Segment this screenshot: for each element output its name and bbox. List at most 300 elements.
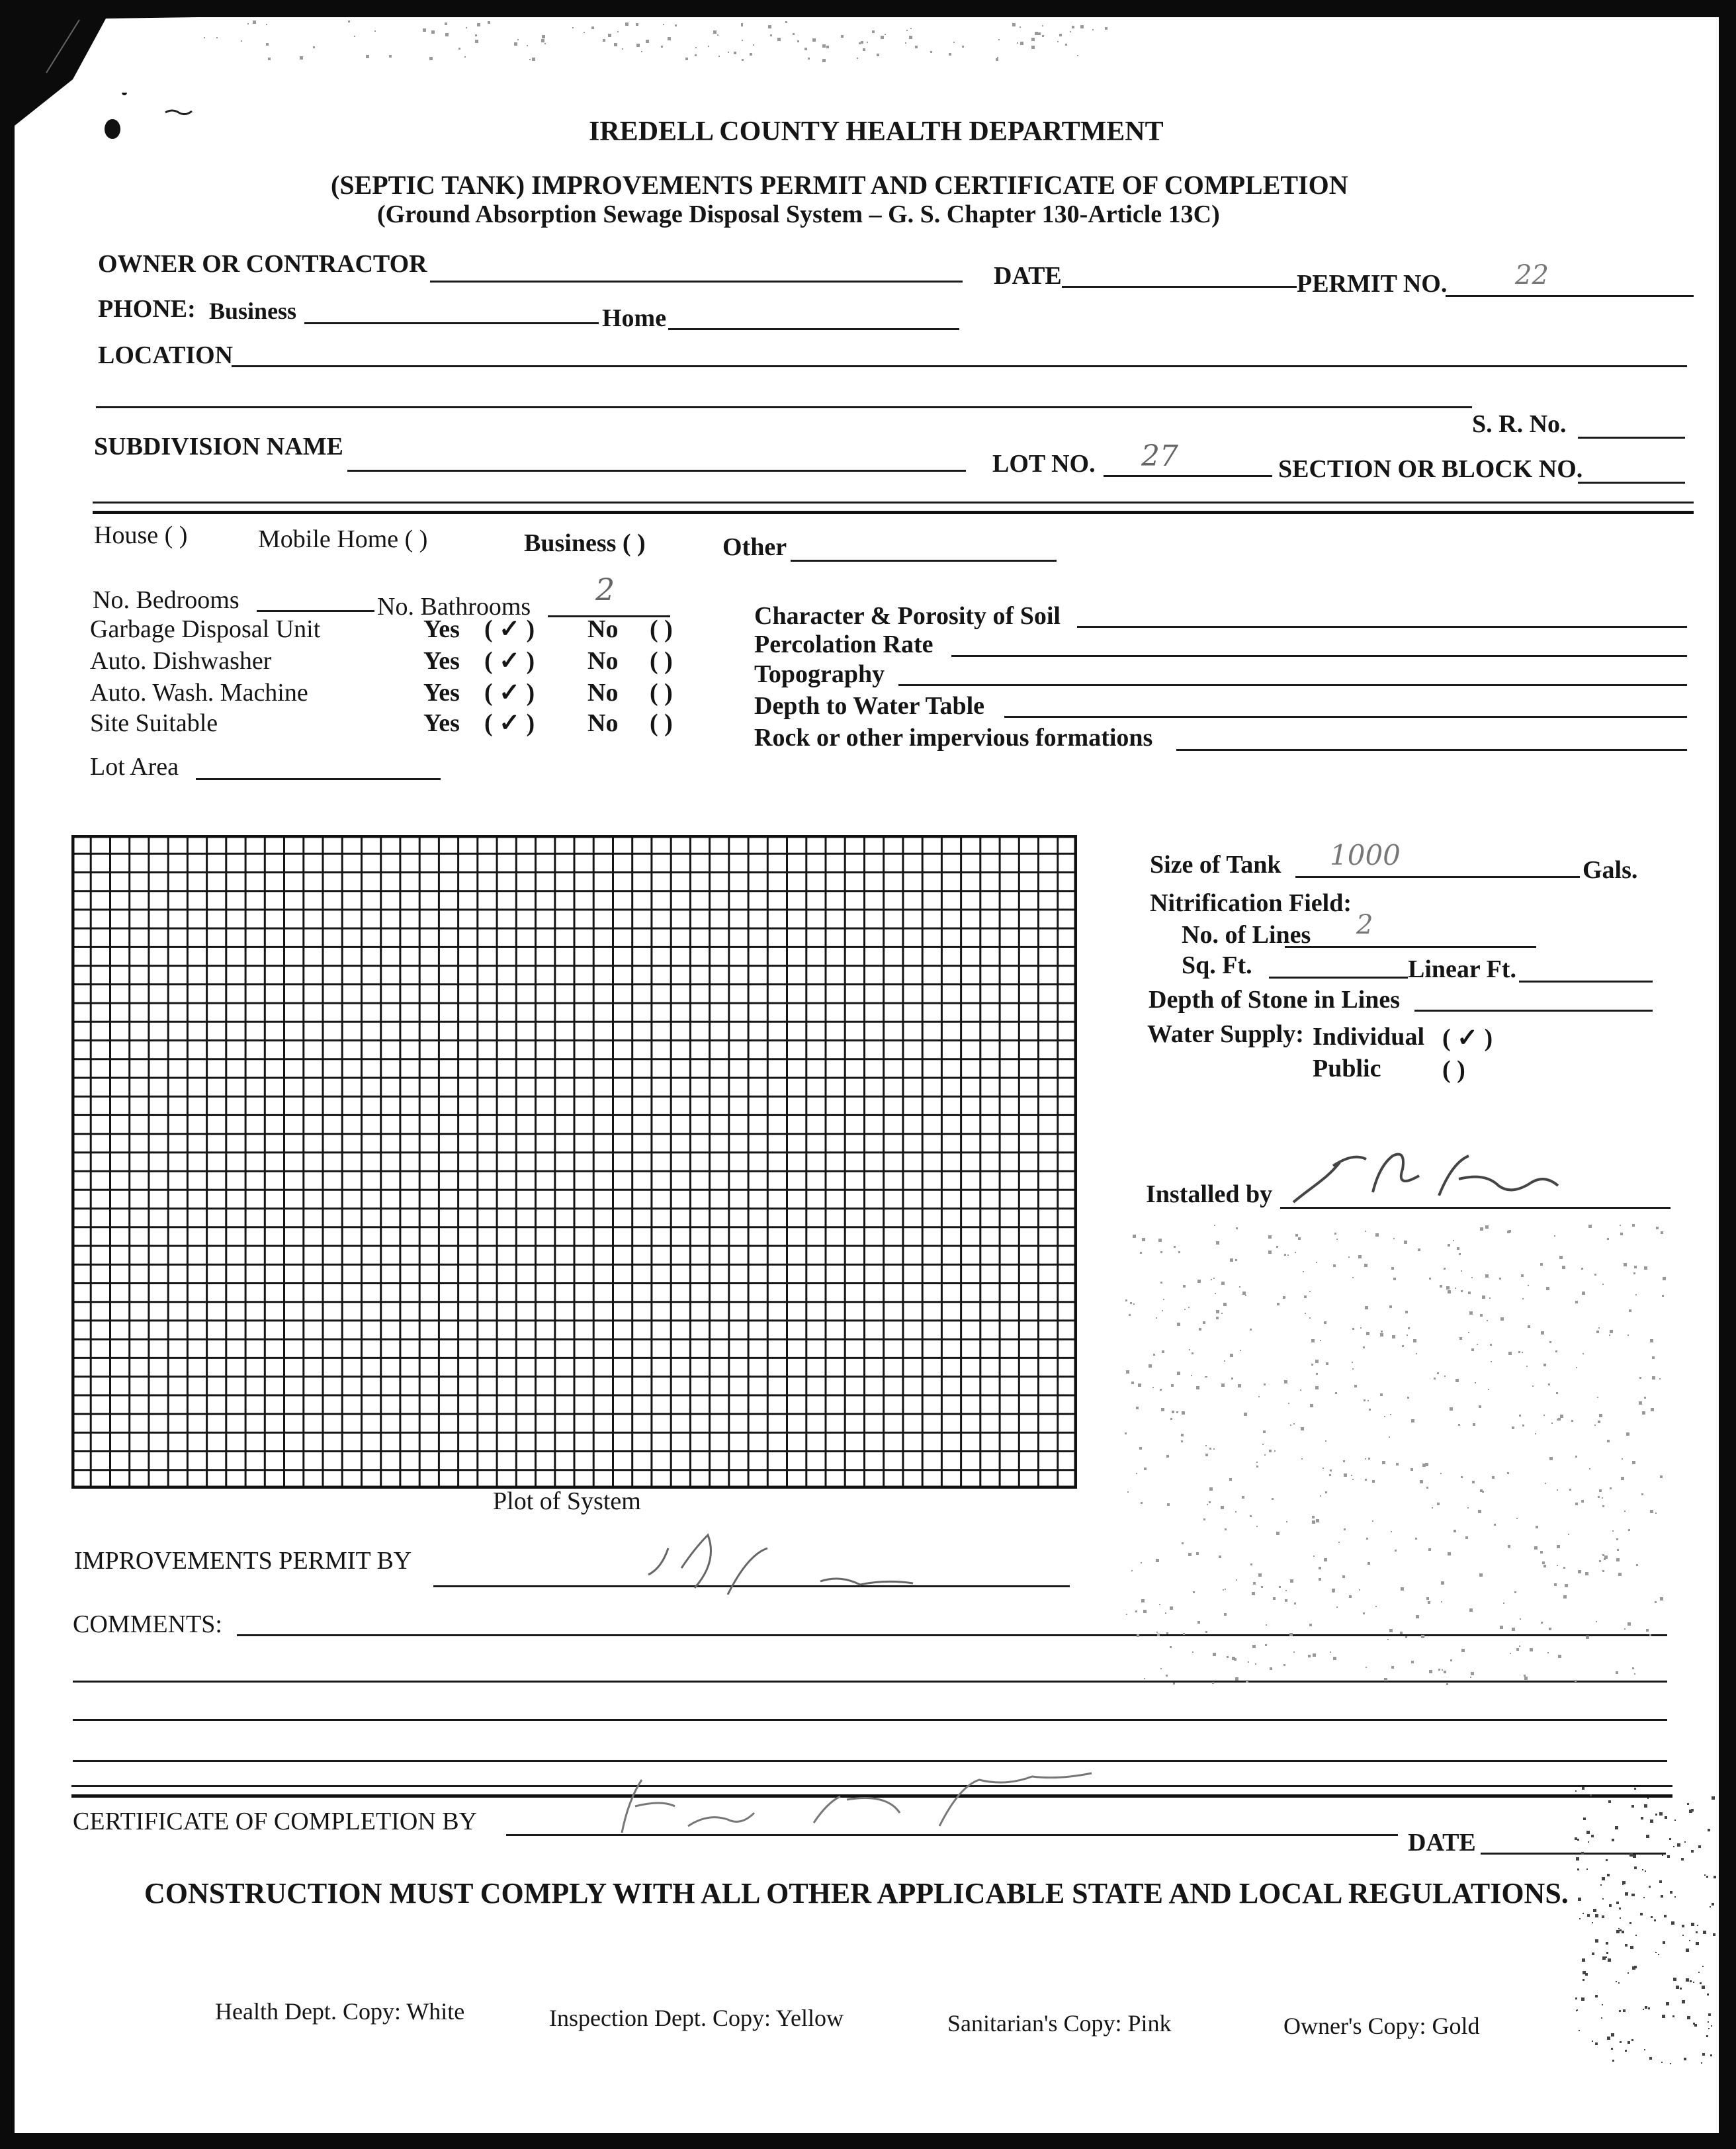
house-option[interactable]: House ( ): [94, 521, 188, 549]
scan-speck: [1336, 1239, 1338, 1240]
lot-number-field[interactable]: [1104, 475, 1272, 477]
scan-speck: [622, 48, 623, 50]
scan-speck: [1444, 1268, 1446, 1270]
scan-speck: [1444, 1671, 1446, 1673]
scan-speck: [313, 46, 315, 48]
scan-speck: [1629, 1309, 1631, 1312]
scan-speck: [625, 22, 629, 26]
scan-speck: [1294, 1602, 1296, 1604]
home-phone-field[interactable]: [668, 328, 959, 330]
scan-speck: [1363, 1346, 1365, 1348]
scan-speck: [1459, 1337, 1462, 1340]
scan-speck: [1652, 1376, 1655, 1380]
scan-speck: [1569, 1489, 1571, 1491]
scan-speck: [1597, 1397, 1598, 1398]
scan-speck: [1166, 1675, 1168, 1677]
sr-number-field[interactable]: [1578, 437, 1685, 439]
scan-speck: [1332, 1589, 1335, 1592]
copy-health-dept: Health Dept. Copy: White: [215, 1998, 465, 2025]
scan-speck: [1365, 1458, 1366, 1460]
lines-count-field[interactable]: [1285, 946, 1536, 948]
scan-speck: [1684, 1841, 1686, 1843]
date-field[interactable]: [1062, 286, 1297, 288]
bathrooms-value[interactable]: 2: [595, 572, 615, 607]
tank-size-field[interactable]: [1295, 876, 1580, 878]
scan-speck: [1628, 1972, 1629, 1974]
scan-speck: [1205, 1631, 1207, 1633]
scan-speck: [1235, 1511, 1237, 1513]
scan-speck: [1170, 1418, 1172, 1420]
no-checkbox[interactable]: ( ): [650, 679, 673, 707]
percolation-field[interactable]: [951, 655, 1687, 657]
scan-speck: [517, 39, 519, 40]
scan-speck: [1315, 1386, 1319, 1389]
scan-speck: [1641, 1493, 1643, 1495]
scan-speck: [728, 52, 729, 53]
scan-speck: [1522, 1352, 1523, 1353]
scan-speck: [1325, 1440, 1326, 1442]
home-phone-label: Home: [602, 304, 667, 332]
scan-speck: [1393, 1238, 1395, 1239]
scan-speck: [1283, 1664, 1285, 1666]
scan-speck: [1429, 1670, 1432, 1673]
yes-checkbox[interactable]: ( ✓ ): [484, 615, 535, 643]
separator-line-b: [93, 511, 1694, 514]
scan-speck: [1500, 1317, 1504, 1321]
scan-speck: [1645, 2006, 1647, 2009]
scan-speck: [1152, 1387, 1154, 1388]
scan-speck: [1655, 1601, 1657, 1603]
scan-speck: [804, 48, 807, 50]
scan-speck: [1031, 46, 1035, 49]
lines-count-label: No. of Lines: [1182, 921, 1311, 949]
soil-character-field[interactable]: [1077, 626, 1687, 628]
scan-speck: [1140, 1252, 1142, 1254]
scan-speck: [1633, 1855, 1636, 1858]
scan-speck: [1606, 1952, 1608, 1954]
scan-speck: [1153, 1354, 1155, 1356]
scan-speck: [1182, 1411, 1185, 1415]
scan-speck: [906, 30, 908, 31]
location-field-line1[interactable]: [232, 365, 1687, 367]
scan-speck: [1304, 1295, 1307, 1298]
scan-speck: [1364, 1399, 1366, 1401]
scan-speck: [1326, 1362, 1328, 1365]
scan-speck: [1557, 1419, 1559, 1421]
scan-speck: [1351, 1475, 1352, 1476]
scan-speck: [1707, 1994, 1709, 1996]
scan-speck: [1697, 1925, 1698, 1926]
scan-speck: [1410, 1468, 1413, 1471]
scan-speck: [1575, 1837, 1577, 1840]
linear-ft-label: Linear Ft.: [1408, 955, 1516, 983]
scan-speck: [1420, 1480, 1423, 1483]
scan-speck: [1325, 1491, 1327, 1493]
scan-speck: [1611, 2033, 1614, 2037]
scan-speck: [953, 42, 955, 43]
scan-speck: [1404, 1241, 1407, 1244]
scan-speck: [1330, 1651, 1331, 1653]
scan-speck: [1471, 1672, 1474, 1675]
scan-speck: [1473, 1423, 1475, 1426]
scan-speck: [741, 23, 743, 25]
scan-speck: [1549, 1341, 1551, 1343]
scan-speck: [1571, 1420, 1573, 1422]
business-phone-field[interactable]: [304, 322, 599, 324]
installed-by-signature: [1287, 1139, 1604, 1212]
scan-speck: [1343, 1460, 1345, 1462]
scan-speck: [1703, 1931, 1706, 1934]
scan-speck: [1661, 1895, 1663, 1898]
scan-speck: [1225, 1528, 1227, 1530]
scan-speck: [822, 44, 826, 48]
scan-speck: [1622, 1931, 1624, 1933]
scan-speck: [1549, 1628, 1551, 1630]
scan-speck: [1446, 1286, 1450, 1290]
scan-speck: [1136, 1473, 1137, 1474]
scan-speck: [1293, 1651, 1295, 1653]
scan-speck: [1077, 55, 1078, 56]
scan-speck: [1652, 1356, 1655, 1359]
scan-speck: [1428, 1548, 1431, 1551]
other-field[interactable]: [791, 560, 1057, 562]
scan-speck: [1624, 1263, 1627, 1266]
scan-speck: [1708, 2028, 1710, 2029]
scan-speck: [1634, 1966, 1637, 1968]
scan-speck: [1105, 27, 1107, 30]
phone-label: PHONE:: [98, 295, 196, 323]
scan-speck: [1530, 1648, 1533, 1651]
scan-speck: [1600, 1884, 1602, 1886]
tank-size-label: Size of Tank: [1150, 851, 1281, 879]
scan-speck: [1203, 1321, 1205, 1324]
scan-speck: [1480, 1489, 1483, 1492]
scan-speck: [1702, 2053, 1705, 2056]
yes-checkbox[interactable]: ( ✓ ): [484, 647, 535, 675]
scan-speck: [1372, 1480, 1375, 1483]
scan-speck: [1615, 1826, 1618, 1829]
scan-speck: [1608, 1800, 1611, 1803]
scan-speck: [1551, 1423, 1553, 1424]
no-checkbox[interactable]: ( ): [650, 615, 673, 643]
scan-speck: [1595, 1914, 1598, 1917]
scan-speck: [1216, 1317, 1219, 1319]
appliance-row-label: Auto. Dishwasher: [90, 647, 272, 675]
scan-speck: [1156, 1632, 1158, 1633]
scan-speck: [1286, 1521, 1287, 1522]
bedrooms-field[interactable]: [257, 610, 374, 612]
scan-speck: [1646, 1629, 1649, 1632]
scan-speck: [1457, 1247, 1459, 1250]
scan-speck: [1499, 1278, 1501, 1280]
scan-speck: [1290, 1579, 1293, 1583]
scan-speck: [1239, 1286, 1240, 1288]
scan-speck: [1031, 38, 1035, 41]
tank-size-value[interactable]: 1000: [1330, 839, 1401, 871]
scan-speck: [1528, 1285, 1529, 1286]
scan-speck: [389, 55, 392, 58]
scan-speck: [300, 56, 303, 60]
scan-speck: [1477, 1344, 1478, 1345]
lines-count-value[interactable]: 2: [1356, 910, 1373, 940]
scan-speck: [1598, 1421, 1600, 1423]
yes-checkbox[interactable]: ( ✓ ): [484, 709, 535, 737]
scan-speck: [1521, 1274, 1524, 1277]
scan-speck: [1324, 1558, 1327, 1561]
scan-speck: [1642, 1411, 1645, 1415]
scan-speck: [1487, 1320, 1488, 1321]
scan-speck: [1238, 1384, 1241, 1387]
scan-speck: [1565, 1584, 1568, 1587]
scan-speck: [742, 59, 744, 61]
scan-speck: [1219, 1556, 1221, 1558]
scan-speck: [1591, 1835, 1594, 1837]
scan-speck: [1176, 1411, 1178, 1413]
lot-number-value[interactable]: 27: [1141, 439, 1178, 473]
scan-speck: [1268, 1235, 1272, 1239]
scan-speck: [1192, 1352, 1194, 1354]
scan-speck: [1136, 1407, 1139, 1409]
scan-speck: [1138, 1383, 1141, 1387]
scan-speck: [1141, 1502, 1143, 1504]
scan-speck: [1696, 1931, 1698, 1933]
scan-speck: [1585, 1572, 1588, 1575]
scan-speck: [1450, 1407, 1453, 1411]
subdivision-field[interactable]: [347, 470, 966, 472]
scan-speck: [603, 39, 605, 42]
water-supply-individual-checkbox[interactable]: ( ✓ ): [1442, 1024, 1493, 1052]
scan-speck: [1221, 1506, 1224, 1509]
scan-speck: [1465, 1536, 1468, 1539]
scan-speck: [1588, 1841, 1589, 1843]
scan-speck: [1192, 1651, 1194, 1653]
scan-speck: [544, 43, 546, 44]
scan-speck: [1658, 1954, 1659, 1955]
scan-speck: [1311, 1364, 1313, 1366]
scan-speck: [1706, 2035, 1708, 2037]
scan-speck: [1352, 1479, 1354, 1480]
scan-speck: [1616, 1902, 1619, 1904]
scan-speck: [695, 47, 697, 48]
scan-speck: [750, 53, 752, 56]
scan-speck: [1540, 1551, 1543, 1554]
scan-speck: [1633, 1272, 1635, 1274]
scan-speck: [1686, 1949, 1689, 1952]
business-option[interactable]: Business ( ): [524, 529, 646, 557]
certificate-date-field[interactable]: [1481, 1853, 1666, 1855]
linear-ft-field[interactable]: [1519, 981, 1653, 983]
scan-speck: [1127, 1491, 1129, 1493]
scan-speck: [1167, 1503, 1170, 1506]
scan-speck: [1607, 1238, 1609, 1240]
scan-speck: [1578, 1898, 1581, 1901]
scan-speck: [1310, 1404, 1313, 1407]
scan-speck: [1072, 26, 1074, 28]
yes-checkbox[interactable]: ( ✓ ): [484, 679, 535, 707]
owner-field[interactable]: [430, 281, 963, 283]
scan-speck: [1448, 1290, 1451, 1294]
scan-speck: [1606, 1859, 1608, 1861]
comments-field-line3[interactable]: [73, 1719, 1667, 1721]
scan-speck: [1313, 1653, 1316, 1657]
scan-speck: [1235, 1677, 1238, 1681]
scan-speck: [1471, 1348, 1474, 1351]
scan-speck: [1057, 41, 1059, 42]
certificate-label: CERTIFICATE OF COMPLETION BY: [73, 1808, 478, 1835]
scan-speck: [1602, 1915, 1604, 1918]
scan-speck: [1602, 1284, 1604, 1285]
scan-speck: [1586, 1636, 1589, 1639]
scan-speck: [675, 24, 677, 26]
scan-speck: [1038, 32, 1041, 35]
scan-speck: [1693, 2023, 1695, 2025]
scan-speck: [1368, 1458, 1370, 1460]
sqft-label: Sq. Ft.: [1182, 951, 1252, 979]
scan-speck: [867, 42, 868, 43]
scan-speck: [1663, 1941, 1665, 1944]
scan-speck: [1694, 2024, 1697, 2027]
lot-area-field[interactable]: [196, 778, 441, 780]
no-checkbox[interactable]: ( ): [650, 647, 673, 675]
water-table-field[interactable]: [1004, 716, 1687, 718]
scan-speck: [1213, 1448, 1215, 1450]
scan-speck: [1661, 2062, 1663, 2063]
scan-speck: [777, 38, 781, 41]
scan-speck: [1602, 1505, 1604, 1507]
scan-speck: [1639, 1377, 1641, 1379]
scan-speck: [1133, 1235, 1136, 1238]
scan-speck: [1606, 1956, 1607, 1958]
scan-speck: [1625, 1892, 1628, 1896]
scan-speck: [661, 46, 663, 48]
scan-speck: [1245, 1295, 1246, 1296]
other-label: Other: [722, 533, 787, 561]
no-checkbox[interactable]: ( ): [650, 709, 673, 737]
scan-speck: [1230, 1354, 1233, 1357]
scan-speck: [1602, 1956, 1606, 1960]
scan-speck: [1620, 1225, 1621, 1226]
scan-speck: [1364, 1264, 1367, 1267]
scan-speck: [1598, 1327, 1600, 1329]
scan-speck: [1510, 1653, 1511, 1654]
scan-speck: [1508, 1545, 1510, 1548]
scan-speck: [1649, 2057, 1652, 2060]
scan-speck: [663, 24, 664, 25]
scan-speck: [1581, 1268, 1583, 1270]
scan-speck: [1568, 1534, 1569, 1535]
scan-speck: [1197, 1621, 1200, 1624]
scan-speck: [1170, 1606, 1173, 1610]
scan-speck: [1366, 1332, 1369, 1335]
scan-speck: [1543, 1565, 1546, 1567]
scan-speck: [1512, 1426, 1514, 1429]
mobile-home-option[interactable]: Mobile Home ( ): [258, 525, 428, 553]
scan-speck: [1444, 1376, 1446, 1377]
scan-speck: [1165, 1612, 1166, 1614]
stone-depth-field[interactable]: [1414, 1010, 1653, 1012]
scan-speck: [1563, 1595, 1567, 1599]
scan-speck: [1592, 1922, 1593, 1923]
water-supply-public-checkbox[interactable]: ( ): [1442, 1056, 1465, 1084]
comments-field-line2[interactable]: [73, 1681, 1667, 1683]
scan-speck: [1630, 1946, 1633, 1949]
scan-speck: [1575, 1997, 1577, 1999]
scan-speck: [1256, 1526, 1258, 1527]
scan-speck: [1338, 1542, 1340, 1543]
scan-speck: [1649, 1634, 1651, 1636]
scan-speck: [1689, 1940, 1690, 1941]
scan-speck: [1554, 1235, 1555, 1237]
scan-speck: [1559, 1256, 1563, 1259]
topography-field[interactable]: [898, 684, 1687, 686]
rock-formations-field[interactable]: [1176, 749, 1687, 751]
plot-of-system-grid[interactable]: [71, 835, 1077, 1489]
scan-speck: [905, 42, 906, 44]
scan-speck: [1333, 1264, 1336, 1267]
scan-speck: [1702, 1986, 1705, 1989]
scan-speck: [1609, 1904, 1612, 1907]
scan-speck: [445, 22, 447, 25]
scan-speck: [475, 34, 477, 36]
scan-speck: [1582, 1292, 1585, 1295]
section-block-field[interactable]: [1578, 482, 1685, 484]
permit-field[interactable]: [1446, 295, 1694, 297]
copy-owner: Owner's Copy: Gold: [1283, 2013, 1480, 2039]
scan-speck: [1070, 31, 1071, 32]
scan-speck: [1428, 1601, 1430, 1604]
scan-speck: [1581, 1500, 1584, 1503]
scan-speck: [617, 31, 619, 32]
scan-speck: [1602, 1497, 1603, 1499]
scan-speck: [1577, 2009, 1578, 2011]
scan-speck: [1455, 1379, 1459, 1382]
scan-speck: [1131, 1570, 1133, 1571]
scan-speck: [1421, 1635, 1424, 1638]
scan-speck: [1619, 1908, 1621, 1909]
comments-field-line1[interactable]: [237, 1634, 1667, 1636]
scan-speck: [1182, 1542, 1184, 1544]
sqft-field[interactable]: [1269, 977, 1408, 979]
scan-speck: [1518, 1351, 1520, 1353]
scan-speck: [1577, 1868, 1579, 1870]
scan-speck: [253, 21, 256, 24]
scan-speck: [541, 39, 544, 42]
certificate-signature: [595, 1760, 1191, 1846]
scan-speck: [857, 58, 858, 59]
compliance-notice: CONSTRUCTION MUST COMPLY WITH ALL OTHER APPLICABLE STATE AND LOCAL REGULATIONS.: [144, 1877, 1569, 1909]
location-field-line2[interactable]: [96, 406, 1472, 408]
scan-speck: [1269, 1450, 1272, 1452]
scan-speck: [1144, 1468, 1147, 1470]
scan-speck: [1272, 1498, 1274, 1500]
scan-speck: [1595, 2042, 1598, 2045]
scan-speck: [1536, 1526, 1538, 1528]
scan-speck: [1216, 1241, 1219, 1245]
scan-speck: [1407, 1335, 1408, 1336]
scan-speck: [636, 44, 640, 47]
scan-speck: [1287, 1254, 1289, 1256]
scan-speck: [1312, 1516, 1315, 1518]
scan-speck: [1367, 1400, 1369, 1401]
scan-speck: [1628, 2041, 1630, 2044]
permit-value[interactable]: 22: [1515, 260, 1549, 290]
scan-speck: [1654, 1919, 1656, 1921]
scan-speck: [1576, 1857, 1579, 1861]
scan-speck: [1289, 1633, 1293, 1636]
scan-speck: [1556, 1392, 1558, 1394]
scan-speck: [717, 34, 718, 36]
scan-speck: [475, 40, 478, 43]
